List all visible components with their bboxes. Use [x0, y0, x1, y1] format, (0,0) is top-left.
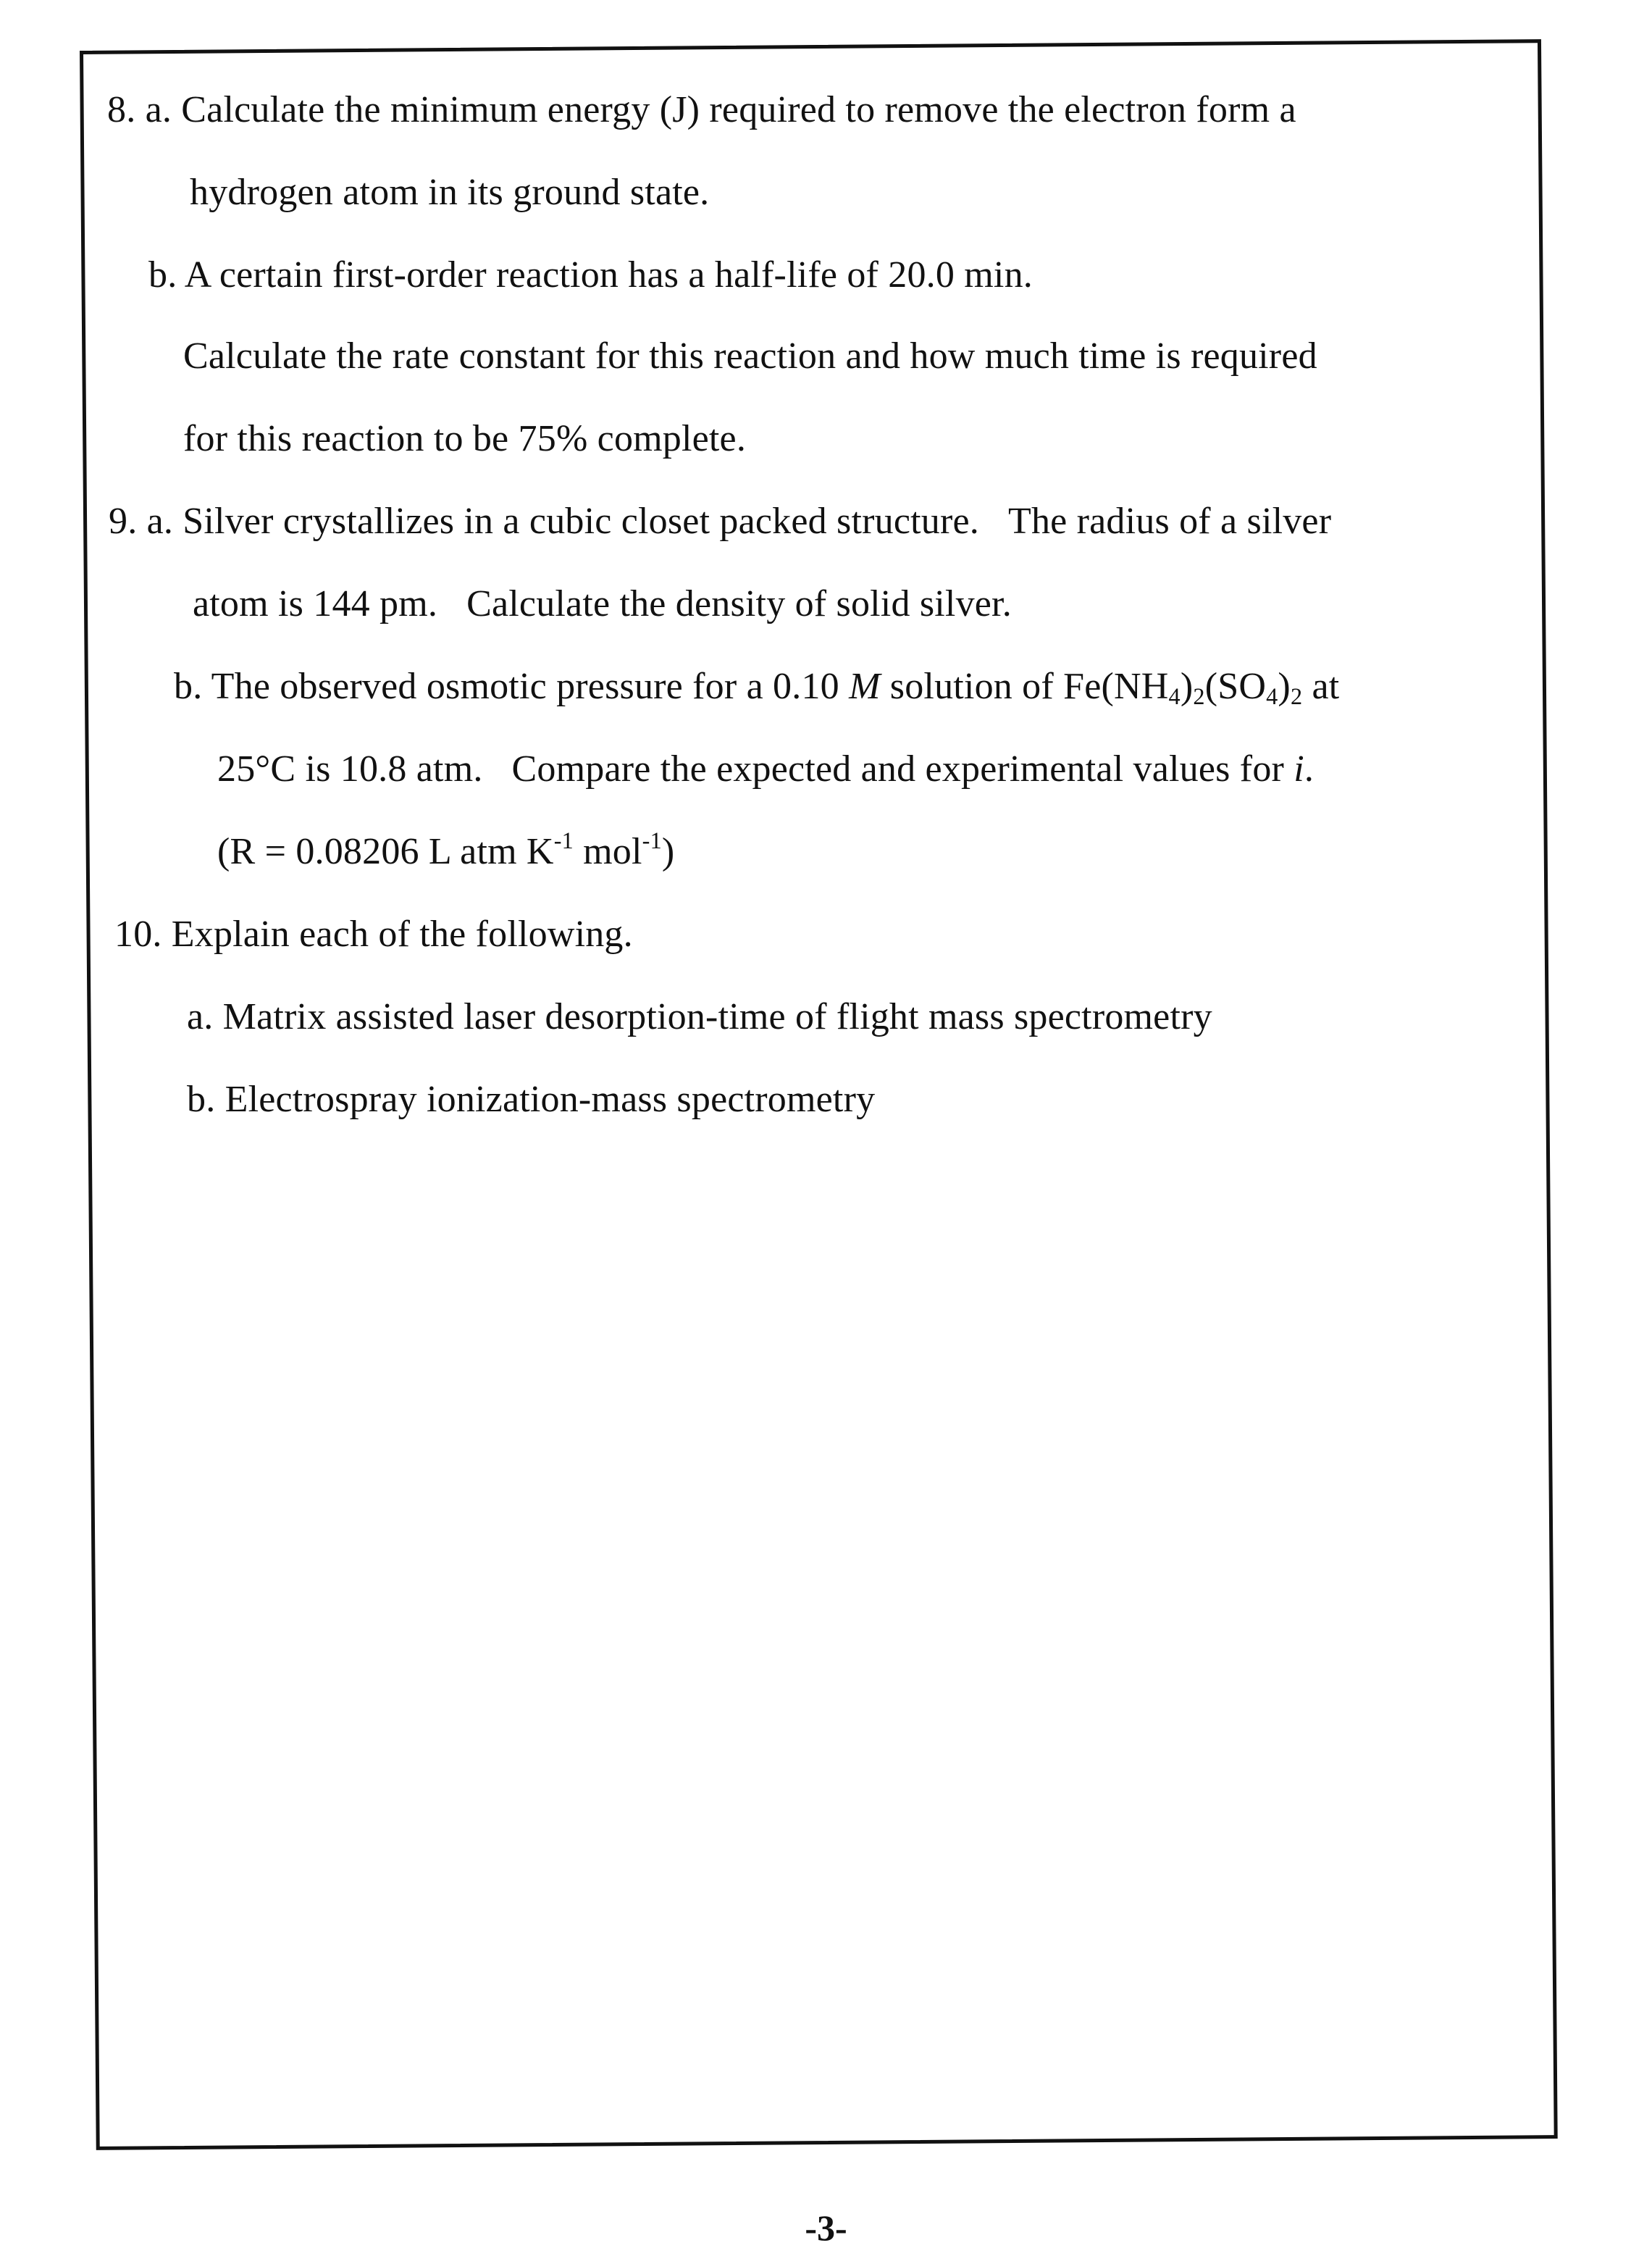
q9a-line1	[109, 500, 1331, 543]
formula-text: )	[1278, 666, 1291, 707]
q9a-line2	[193, 582, 1012, 626]
formula-text: solution of Fe(NH	[880, 666, 1169, 707]
q9a-line2-part2: Calculate the density of solid silver.	[466, 583, 1012, 624]
q9b-line1	[174, 665, 1339, 709]
q10-line1: 10. Explain each of the following.	[114, 914, 633, 955]
superscript: -1	[553, 827, 574, 854]
subscript: 4	[1168, 683, 1181, 710]
q9a-line1-part1: 9. a. Silver crystallizes in a cubic closet packed structure.	[109, 501, 979, 542]
q9b-line3-gas-constant	[217, 827, 675, 874]
gas-constant-text: )	[661, 831, 675, 872]
formula-text: at	[1302, 666, 1340, 707]
q9a-line2-part1: atom is 144 pm.	[193, 583, 438, 624]
q8b-line1: b. A certain first-order reaction has a half-life of 20.0 min.	[148, 254, 1033, 296]
q8b-line2: Calculate the rate constant for this reaction and how much time is required	[183, 335, 1317, 377]
subscript: 2	[1193, 683, 1205, 710]
gas-constant-text: (R = 0.08206 L atm K	[217, 831, 554, 872]
subscript: 2	[1290, 683, 1303, 710]
formula-text: (SO	[1204, 666, 1267, 707]
q9b-line2-part1: 25°C is 10.8 atm.	[217, 748, 483, 790]
page-number: -3-	[805, 2207, 847, 2248]
period: .	[1304, 748, 1315, 790]
q8a-line1: 8. a. Calculate the minimum energy (J) required to remove the electron form a	[107, 89, 1296, 130]
q9b-line2-part2: Compare the expected and experimental values for	[511, 748, 1294, 790]
q10b: b. Electrospray ionization-mass spectrometry	[187, 1079, 876, 1120]
subscript: 4	[1266, 683, 1278, 710]
q10a: a. Matrix assisted laser desorption-time of flight mass spectrometry	[187, 996, 1212, 1037]
q9a-line1-part2: The radius of a silver	[1007, 501, 1332, 542]
gas-constant-text: mol	[573, 831, 642, 872]
q9b-line2	[217, 748, 1314, 791]
q9b-line1-text: b. The observed osmotic pressure for a 0.10	[174, 666, 850, 707]
vant-hoff-factor-symbol: i	[1293, 748, 1304, 790]
superscript: -1	[642, 827, 662, 854]
q8b-line3: for this reaction to be 75% complete.	[183, 418, 747, 459]
q8a-line2: hydrogen atom in its ground state.	[190, 172, 710, 213]
molarity-symbol: M	[849, 666, 881, 707]
formula-text: )	[1180, 666, 1194, 707]
